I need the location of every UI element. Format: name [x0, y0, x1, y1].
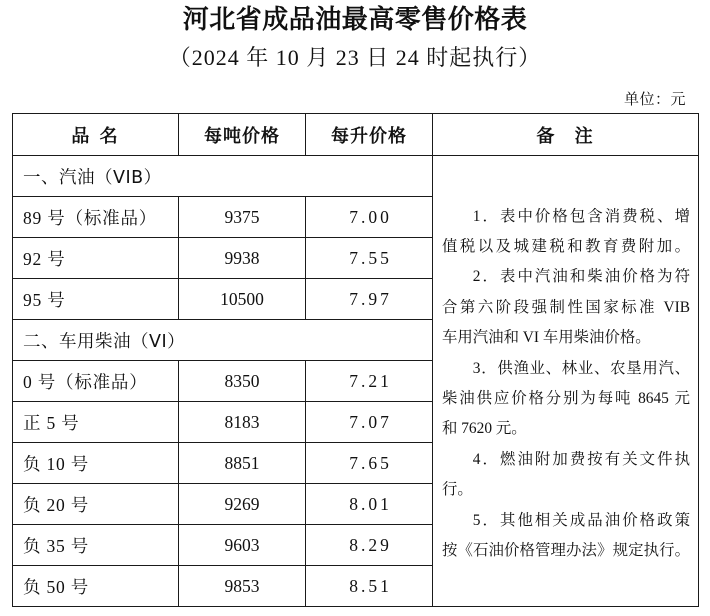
price-per-ton-cell: 8350: [179, 361, 306, 402]
product-name-cell: 负 20 号: [13, 484, 179, 525]
price-per-liter-cell: 7.97: [306, 279, 433, 320]
price-per-liter-cell: 7.00: [306, 197, 433, 238]
remark-line: 车用汽油和 VI 车用柴油价格。: [442, 329, 651, 347]
product-name-cell: 95 号: [13, 279, 179, 320]
price-per-ton-cell: 9375: [179, 197, 306, 238]
remark-line: 值税以及城建税和教育费附加。: [442, 238, 690, 256]
category-label: 一、汽油（VIB）: [13, 156, 433, 197]
price-per-ton-cell: 9603: [179, 525, 306, 566]
product-name-cell: 负 50 号: [13, 566, 179, 607]
remark-line: 3．供渔业、林业、农垦用汽、: [472, 359, 690, 377]
price-per-ton-cell: 9938: [179, 238, 306, 279]
product-name-cell: 89 号（标准品）: [13, 197, 179, 238]
category-label: 二、车用柴油（VI）: [13, 320, 433, 361]
product-name-cell: 92 号: [13, 238, 179, 279]
price-per-liter-cell: 7.07: [306, 402, 433, 443]
price-per-ton-cell: 10500: [179, 279, 306, 320]
page-title: 河北省成品油最高零售价格表: [182, 5, 528, 34]
price-per-liter-cell: 8.01: [306, 484, 433, 525]
price-per-ton-cell: 9269: [179, 484, 306, 525]
remark-item: [442, 445, 690, 506]
remark-line: 柴油供应价格分别为每吨 8645 元: [442, 390, 690, 407]
remark-line: 2．表中汽油和柴油价格为符: [472, 268, 690, 286]
remark-line: 行。: [442, 481, 473, 499]
price-per-ton-cell: 8183: [179, 402, 306, 443]
price-table: [12, 113, 699, 607]
price-per-liter-cell: 8.29: [306, 525, 433, 566]
remark-item: [442, 202, 690, 263]
remark-item: [442, 354, 690, 445]
product-name-cell: 负 10 号: [13, 443, 179, 484]
header-price-per-liter: 每升价格: [306, 114, 433, 156]
product-name-cell: 负 35 号: [13, 525, 179, 566]
price-per-liter-cell: 7.55: [306, 238, 433, 279]
remark-line: 合第六阶段强制性国家标准 VIB: [442, 298, 690, 316]
effective-date-subtitle: （2024 年 10 月 23 日 24 时起执行）: [168, 45, 542, 70]
header-price-per-ton: 每吨价格: [179, 114, 306, 156]
remarks-cell: [433, 156, 699, 607]
price-per-ton-cell: 9853: [179, 566, 306, 607]
remark-line: 和 7620 元。: [442, 420, 527, 438]
remark-line: 4．燃油附加费按有关文件执: [472, 450, 690, 468]
remark-line: 按《石油价格管理办法》规定执行。: [442, 541, 690, 559]
price-per-liter-cell: 7.65: [306, 443, 433, 484]
category-row-gasoline: [13, 156, 699, 197]
table-header: [13, 114, 699, 156]
remark-item: [442, 506, 690, 567]
product-name-cell: 0 号（标准品）: [13, 361, 179, 402]
header-row: [13, 114, 699, 156]
table-body: [13, 156, 699, 607]
product-name-cell: 正 5 号: [13, 402, 179, 443]
price-per-ton-cell: 8851: [179, 443, 306, 484]
header-remarks: 备 注: [433, 114, 699, 156]
remark-item: [442, 262, 690, 353]
price-per-liter-cell: 7.21: [306, 361, 433, 402]
price-per-liter-cell: 8.51: [306, 566, 433, 607]
unit-label: 单位：元: [623, 92, 686, 108]
remark-line: 5．其他相关成品油价格政策: [472, 511, 690, 529]
remark-line: 1．表中价格包含消费税、增: [472, 207, 690, 225]
header-product-name: 品 名: [13, 114, 179, 156]
